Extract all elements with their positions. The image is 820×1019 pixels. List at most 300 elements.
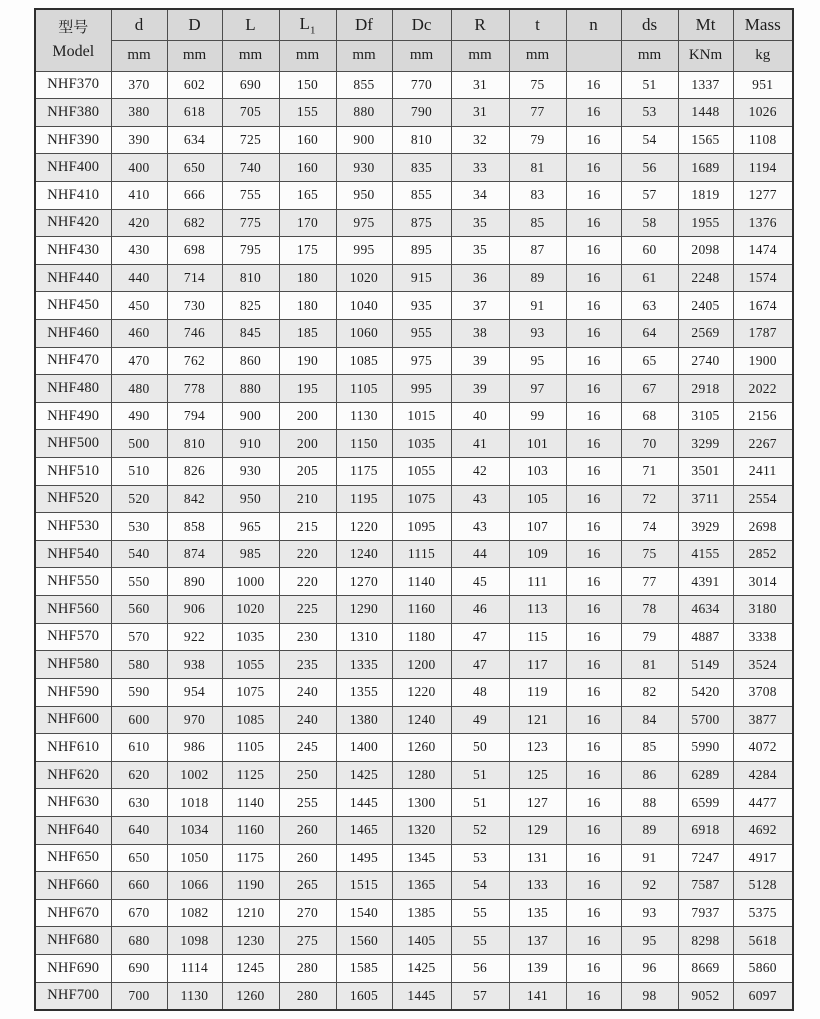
value-cell: 1674 xyxy=(733,292,793,320)
value-cell: 1345 xyxy=(392,844,451,872)
value-cell: 72 xyxy=(621,485,678,513)
column-unit-t: mm xyxy=(509,40,566,71)
value-cell: 117 xyxy=(509,651,566,679)
value-cell: 440 xyxy=(111,264,167,292)
value-cell: 1150 xyxy=(336,430,392,458)
value-cell: 1900 xyxy=(733,347,793,375)
value-cell: 1605 xyxy=(336,982,392,1010)
value-cell: 37 xyxy=(451,292,509,320)
value-cell: 78 xyxy=(621,596,678,624)
value-cell: 165 xyxy=(279,181,336,209)
value-cell: 380 xyxy=(111,99,167,127)
value-cell: 810 xyxy=(167,430,222,458)
value-cell: 57 xyxy=(451,982,509,1010)
value-cell: 150 xyxy=(279,71,336,99)
column-header-mt: Mt xyxy=(678,9,733,40)
value-cell: 740 xyxy=(222,154,279,182)
value-cell: 109 xyxy=(509,540,566,568)
value-cell: 56 xyxy=(621,154,678,182)
value-cell: 826 xyxy=(167,458,222,486)
value-cell: 1175 xyxy=(222,844,279,872)
value-cell: 895 xyxy=(392,237,451,265)
value-cell: 714 xyxy=(167,264,222,292)
value-cell: 590 xyxy=(111,678,167,706)
value-cell: 107 xyxy=(509,513,566,541)
value-cell: 450 xyxy=(111,292,167,320)
value-cell: 930 xyxy=(222,458,279,486)
value-cell: 16 xyxy=(566,319,621,347)
value-cell: 2405 xyxy=(678,292,733,320)
value-cell: 16 xyxy=(566,181,621,209)
value-cell: 790 xyxy=(392,99,451,127)
value-cell: 1280 xyxy=(392,761,451,789)
value-cell: 135 xyxy=(509,899,566,927)
value-cell: 93 xyxy=(509,319,566,347)
table-row xyxy=(35,678,793,706)
value-cell: 1445 xyxy=(336,789,392,817)
column-unit-mt: KNm xyxy=(678,40,733,71)
value-cell: 79 xyxy=(509,126,566,154)
value-cell: 16 xyxy=(566,651,621,679)
value-cell: 1560 xyxy=(336,927,392,955)
value-cell: 139 xyxy=(509,955,566,983)
value-cell: 1105 xyxy=(222,734,279,762)
value-cell: 640 xyxy=(111,816,167,844)
value-cell: 1335 xyxy=(336,651,392,679)
table-row xyxy=(35,485,793,513)
value-cell: 155 xyxy=(279,99,336,127)
value-cell: 1245 xyxy=(222,955,279,983)
value-cell: 3105 xyxy=(678,402,733,430)
value-cell: 1020 xyxy=(336,264,392,292)
value-cell: 470 xyxy=(111,347,167,375)
value-cell: 900 xyxy=(222,402,279,430)
value-cell: 16 xyxy=(566,955,621,983)
value-cell: 88 xyxy=(621,789,678,817)
value-cell: 1085 xyxy=(336,347,392,375)
value-cell: 1055 xyxy=(222,651,279,679)
value-cell: 1565 xyxy=(678,126,733,154)
value-cell: 51 xyxy=(621,71,678,99)
value-cell: 7587 xyxy=(678,872,733,900)
value-cell: 58 xyxy=(621,209,678,237)
value-cell: 170 xyxy=(279,209,336,237)
value-cell: 50 xyxy=(451,734,509,762)
value-cell: 215 xyxy=(279,513,336,541)
value-cell: 16 xyxy=(566,816,621,844)
value-cell: 770 xyxy=(392,71,451,99)
value-cell: 1105 xyxy=(336,375,392,403)
value-cell: 270 xyxy=(279,899,336,927)
value-cell: 370 xyxy=(111,71,167,99)
value-cell: 5990 xyxy=(678,734,733,762)
table-header xyxy=(35,9,793,71)
value-cell: 1425 xyxy=(392,955,451,983)
value-cell: 275 xyxy=(279,927,336,955)
table-row xyxy=(35,264,793,292)
value-cell: 2569 xyxy=(678,319,733,347)
model-cell: NHF590 xyxy=(35,678,111,706)
value-cell: 410 xyxy=(111,181,167,209)
value-cell: 101 xyxy=(509,430,566,458)
value-cell: 64 xyxy=(621,319,678,347)
value-cell: 1425 xyxy=(336,761,392,789)
value-cell: 880 xyxy=(222,375,279,403)
model-header-cn: 型号 xyxy=(58,20,89,36)
value-cell: 1082 xyxy=(167,899,222,927)
value-cell: 1376 xyxy=(733,209,793,237)
value-cell: 51 xyxy=(451,761,509,789)
value-cell: 690 xyxy=(111,955,167,983)
value-cell: 127 xyxy=(509,789,566,817)
value-cell: 1175 xyxy=(336,458,392,486)
value-cell: 82 xyxy=(621,678,678,706)
value-cell: 986 xyxy=(167,734,222,762)
value-cell: 16 xyxy=(566,71,621,99)
value-cell: 1000 xyxy=(222,568,279,596)
value-cell: 53 xyxy=(451,844,509,872)
value-cell: 1140 xyxy=(222,789,279,817)
value-cell: 1066 xyxy=(167,872,222,900)
header-row-names xyxy=(35,9,793,40)
value-cell: 400 xyxy=(111,154,167,182)
value-cell: 33 xyxy=(451,154,509,182)
model-cell: NHF470 xyxy=(35,347,111,375)
value-cell: 810 xyxy=(392,126,451,154)
value-cell: 650 xyxy=(111,844,167,872)
value-cell: 16 xyxy=(566,126,621,154)
value-cell: 746 xyxy=(167,319,222,347)
value-cell: 1160 xyxy=(222,816,279,844)
value-cell: 54 xyxy=(451,872,509,900)
value-cell: 175 xyxy=(279,237,336,265)
value-cell: 1034 xyxy=(167,816,222,844)
model-cell: NHF440 xyxy=(35,264,111,292)
value-cell: 79 xyxy=(621,623,678,651)
value-cell: 84 xyxy=(621,706,678,734)
value-cell: 2918 xyxy=(678,375,733,403)
value-cell: 16 xyxy=(566,872,621,900)
value-cell: 6289 xyxy=(678,761,733,789)
value-cell: 16 xyxy=(566,292,621,320)
value-cell: 68 xyxy=(621,402,678,430)
value-cell: 47 xyxy=(451,623,509,651)
value-cell: 880 xyxy=(336,99,392,127)
value-cell: 125 xyxy=(509,761,566,789)
value-cell: 630 xyxy=(111,789,167,817)
column-unit-r: mm xyxy=(451,40,509,71)
value-cell: 1400 xyxy=(336,734,392,762)
model-cell: NHF400 xyxy=(35,154,111,182)
value-cell: 121 xyxy=(509,706,566,734)
table-row xyxy=(35,706,793,734)
column-header-mass: Mass xyxy=(733,9,793,40)
value-cell: 16 xyxy=(566,99,621,127)
value-cell: 89 xyxy=(621,816,678,844)
value-cell: 1195 xyxy=(336,485,392,513)
value-cell: 4155 xyxy=(678,540,733,568)
value-cell: 970 xyxy=(167,706,222,734)
column-header-df: Df xyxy=(336,9,392,40)
value-cell: 1098 xyxy=(167,927,222,955)
table-row xyxy=(35,375,793,403)
value-cell: 240 xyxy=(279,678,336,706)
value-cell: 1277 xyxy=(733,181,793,209)
table-row xyxy=(35,319,793,347)
value-cell: 4391 xyxy=(678,568,733,596)
value-cell: 775 xyxy=(222,209,279,237)
value-cell: 16 xyxy=(566,485,621,513)
value-cell: 700 xyxy=(111,982,167,1010)
value-cell: 103 xyxy=(509,458,566,486)
value-cell: 550 xyxy=(111,568,167,596)
value-cell: 1220 xyxy=(392,678,451,706)
value-cell: 690 xyxy=(222,71,279,99)
value-cell: 682 xyxy=(167,209,222,237)
value-cell: 225 xyxy=(279,596,336,624)
value-cell: 35 xyxy=(451,237,509,265)
value-cell: 618 xyxy=(167,99,222,127)
table-row xyxy=(35,237,793,265)
table-row xyxy=(35,458,793,486)
value-cell: 9052 xyxy=(678,982,733,1010)
value-cell: 70 xyxy=(621,430,678,458)
value-cell: 1290 xyxy=(336,596,392,624)
value-cell: 1380 xyxy=(336,706,392,734)
value-cell: 32 xyxy=(451,126,509,154)
model-header-cell xyxy=(35,9,111,71)
value-cell: 2267 xyxy=(733,430,793,458)
value-cell: 16 xyxy=(566,844,621,872)
model-cell: NHF430 xyxy=(35,237,111,265)
value-cell: 111 xyxy=(509,568,566,596)
value-cell: 2554 xyxy=(733,485,793,513)
model-cell: NHF410 xyxy=(35,181,111,209)
value-cell: 1190 xyxy=(222,872,279,900)
table-row xyxy=(35,99,793,127)
value-cell: 260 xyxy=(279,844,336,872)
table-row xyxy=(35,540,793,568)
model-cell: NHF390 xyxy=(35,126,111,154)
value-cell: 825 xyxy=(222,292,279,320)
model-cell: NHF520 xyxy=(35,485,111,513)
value-cell: 985 xyxy=(222,540,279,568)
value-cell: 123 xyxy=(509,734,566,762)
value-cell: 55 xyxy=(451,927,509,955)
value-cell: 2852 xyxy=(733,540,793,568)
value-cell: 98 xyxy=(621,982,678,1010)
value-cell: 85 xyxy=(509,209,566,237)
value-cell: 77 xyxy=(621,568,678,596)
model-cell: NHF660 xyxy=(35,872,111,900)
value-cell: 845 xyxy=(222,319,279,347)
value-cell: 54 xyxy=(621,126,678,154)
value-cell: 950 xyxy=(336,181,392,209)
model-cell: NHF670 xyxy=(35,899,111,927)
value-cell: 4072 xyxy=(733,734,793,762)
value-cell: 1210 xyxy=(222,899,279,927)
value-cell: 855 xyxy=(392,181,451,209)
value-cell: 5375 xyxy=(733,899,793,927)
value-cell: 540 xyxy=(111,540,167,568)
table-row xyxy=(35,154,793,182)
value-cell: 16 xyxy=(566,706,621,734)
value-cell: 57 xyxy=(621,181,678,209)
value-cell: 835 xyxy=(392,154,451,182)
value-cell: 1075 xyxy=(392,485,451,513)
value-cell: 91 xyxy=(621,844,678,872)
column-header-d-cap: D xyxy=(167,9,222,40)
value-cell: 95 xyxy=(509,347,566,375)
value-cell: 280 xyxy=(279,982,336,1010)
column-header-d: d xyxy=(111,9,167,40)
model-cell: NHF500 xyxy=(35,430,111,458)
value-cell: 35 xyxy=(451,209,509,237)
column-unit-d-cap: mm xyxy=(167,40,222,71)
value-cell: 81 xyxy=(621,651,678,679)
value-cell: 195 xyxy=(279,375,336,403)
value-cell: 930 xyxy=(336,154,392,182)
value-cell: 16 xyxy=(566,927,621,955)
value-cell: 3180 xyxy=(733,596,793,624)
value-cell: 43 xyxy=(451,513,509,541)
value-cell: 1130 xyxy=(336,402,392,430)
value-cell: 951 xyxy=(733,71,793,99)
value-cell: 795 xyxy=(222,237,279,265)
value-cell: 131 xyxy=(509,844,566,872)
value-cell: 6918 xyxy=(678,816,733,844)
value-cell: 16 xyxy=(566,154,621,182)
value-cell: 420 xyxy=(111,209,167,237)
value-cell: 99 xyxy=(509,402,566,430)
value-cell: 1060 xyxy=(336,319,392,347)
model-cell: NHF530 xyxy=(35,513,111,541)
model-cell: NHF380 xyxy=(35,99,111,127)
value-cell: 255 xyxy=(279,789,336,817)
value-cell: 81 xyxy=(509,154,566,182)
value-cell: 36 xyxy=(451,264,509,292)
value-cell: 666 xyxy=(167,181,222,209)
value-cell: 119 xyxy=(509,678,566,706)
value-cell: 16 xyxy=(566,789,621,817)
value-cell: 975 xyxy=(336,209,392,237)
model-cell: NHF540 xyxy=(35,540,111,568)
value-cell: 75 xyxy=(621,540,678,568)
value-cell: 42 xyxy=(451,458,509,486)
model-cell: NHF550 xyxy=(35,568,111,596)
value-cell: 7247 xyxy=(678,844,733,872)
column-unit-df: mm xyxy=(336,40,392,71)
value-cell: 83 xyxy=(509,181,566,209)
value-cell: 75 xyxy=(509,71,566,99)
value-cell: 1405 xyxy=(392,927,451,955)
value-cell: 16 xyxy=(566,209,621,237)
value-cell: 1495 xyxy=(336,844,392,872)
value-cell: 3014 xyxy=(733,568,793,596)
model-cell: NHF620 xyxy=(35,761,111,789)
value-cell: 16 xyxy=(566,982,621,1010)
value-cell: 91 xyxy=(509,292,566,320)
table-row xyxy=(35,126,793,154)
flange-coupling-spec-table xyxy=(34,8,794,1011)
value-cell: 16 xyxy=(566,540,621,568)
column-unit-l1: mm xyxy=(279,40,336,71)
value-cell: 610 xyxy=(111,734,167,762)
column-header-r: R xyxy=(451,9,509,40)
value-cell: 995 xyxy=(392,375,451,403)
value-cell: 39 xyxy=(451,347,509,375)
value-cell: 160 xyxy=(279,126,336,154)
value-cell: 52 xyxy=(451,816,509,844)
value-cell: 4692 xyxy=(733,816,793,844)
value-cell: 570 xyxy=(111,623,167,651)
value-cell: 3299 xyxy=(678,430,733,458)
value-cell: 602 xyxy=(167,71,222,99)
value-cell: 874 xyxy=(167,540,222,568)
value-cell: 390 xyxy=(111,126,167,154)
table-body xyxy=(35,71,793,1010)
value-cell: 115 xyxy=(509,623,566,651)
value-cell: 16 xyxy=(566,264,621,292)
value-cell: 2248 xyxy=(678,264,733,292)
value-cell: 1448 xyxy=(678,99,733,127)
table-row xyxy=(35,789,793,817)
value-cell: 500 xyxy=(111,430,167,458)
value-cell: 975 xyxy=(392,347,451,375)
column-unit-dc: mm xyxy=(392,40,451,71)
value-cell: 1385 xyxy=(392,899,451,927)
table-row xyxy=(35,402,793,430)
value-cell: 3338 xyxy=(733,623,793,651)
value-cell: 93 xyxy=(621,899,678,927)
value-cell: 1035 xyxy=(222,623,279,651)
value-cell: 235 xyxy=(279,651,336,679)
value-cell: 87 xyxy=(509,237,566,265)
value-cell: 1085 xyxy=(222,706,279,734)
value-cell: 185 xyxy=(279,319,336,347)
value-cell: 620 xyxy=(111,761,167,789)
table-row xyxy=(35,292,793,320)
value-cell: 530 xyxy=(111,513,167,541)
column-header-dc: Dc xyxy=(392,9,451,40)
value-cell: 580 xyxy=(111,651,167,679)
model-cell: NHF570 xyxy=(35,623,111,651)
value-cell: 1365 xyxy=(392,872,451,900)
value-cell: 141 xyxy=(509,982,566,1010)
value-cell: 95 xyxy=(621,927,678,955)
value-cell: 250 xyxy=(279,761,336,789)
value-cell: 41 xyxy=(451,430,509,458)
value-cell: 220 xyxy=(279,540,336,568)
value-cell: 755 xyxy=(222,181,279,209)
value-cell: 1020 xyxy=(222,596,279,624)
value-cell: 1540 xyxy=(336,899,392,927)
value-cell: 44 xyxy=(451,540,509,568)
value-cell: 230 xyxy=(279,623,336,651)
value-cell: 2698 xyxy=(733,513,793,541)
column-header-l: L xyxy=(222,9,279,40)
value-cell: 1337 xyxy=(678,71,733,99)
value-cell: 16 xyxy=(566,375,621,403)
value-cell: 92 xyxy=(621,872,678,900)
value-cell: 190 xyxy=(279,347,336,375)
value-cell: 634 xyxy=(167,126,222,154)
value-cell: 810 xyxy=(222,264,279,292)
value-cell: 855 xyxy=(336,71,392,99)
value-cell: 60 xyxy=(621,237,678,265)
value-cell: 16 xyxy=(566,458,621,486)
table-row xyxy=(35,816,793,844)
